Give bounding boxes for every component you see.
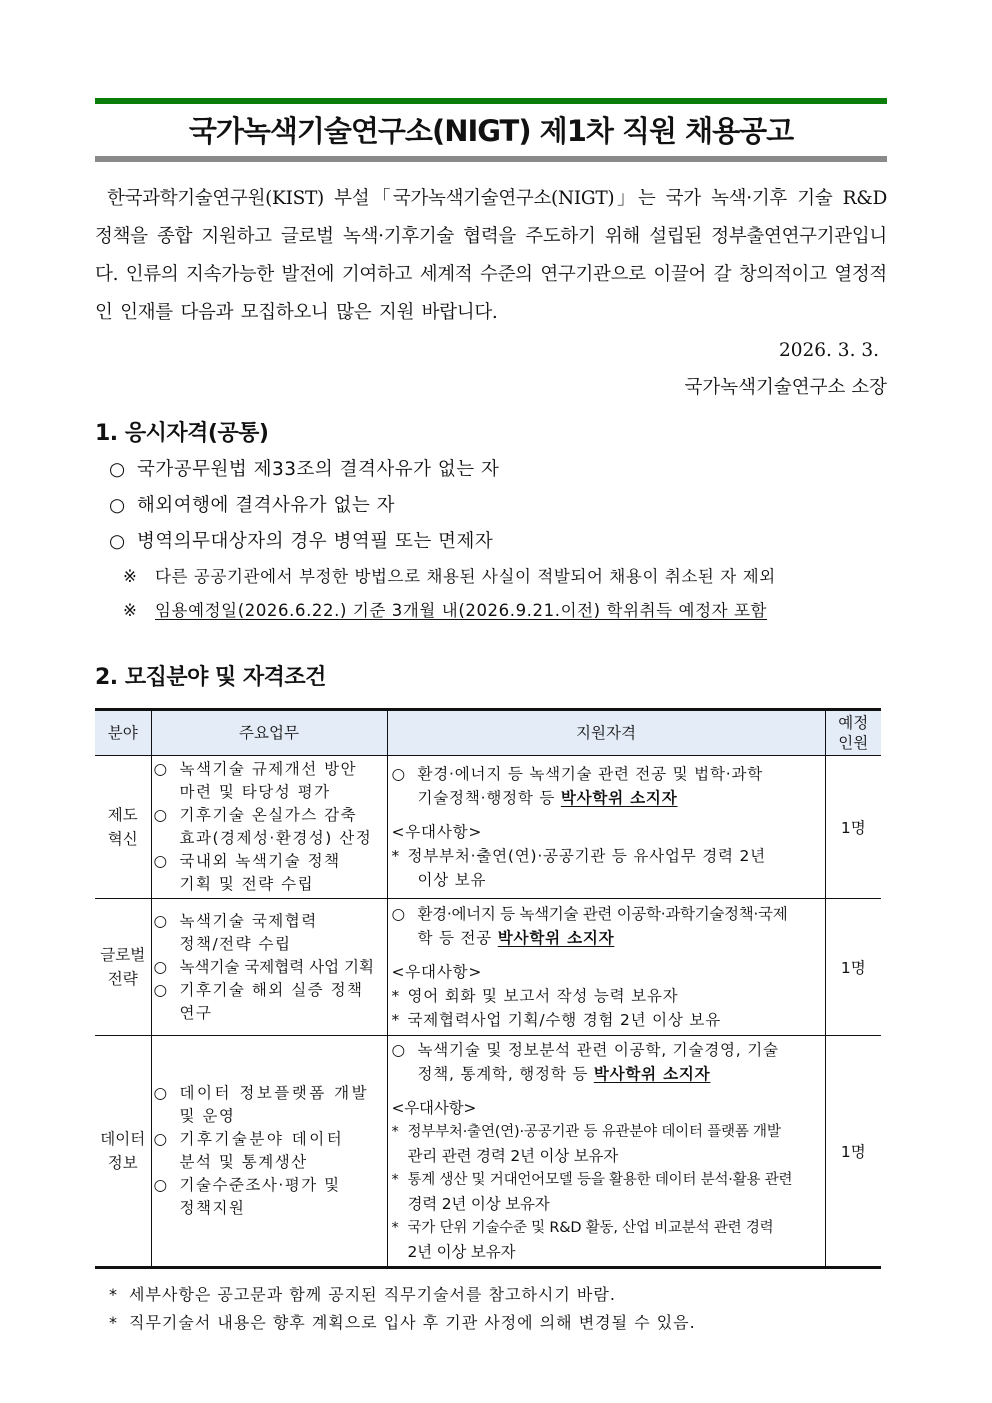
footnote-item: * 직무기술서 내용은 향후 계획으로 입사 후 기관 사정에 의해 변경될 수 있음. [95,1309,887,1337]
circle-bullet-icon: ○ [109,459,126,480]
circle-bullet-icon: ○ [153,806,169,824]
preference-label: <우대사항> [391,823,483,841]
intro-section [95,180,887,332]
asterisk-icon: * [391,1172,399,1188]
circle-bullet-icon: ○ [391,765,406,783]
field-cell: 제도 혁신 [95,756,151,899]
table-row [95,899,881,1036]
signature: 국가녹색기술연구소 소장 [684,377,887,398]
circle-bullet-icon: ○ [153,1130,170,1148]
circle-bullet-icon: ○ [109,495,126,516]
qualification-item: ○ 해외여행에 결격사유가 없는 자 [95,488,887,524]
table-row [95,1036,881,1268]
asterisk-icon: * [109,1313,118,1332]
circle-bullet-icon: ○ [153,911,169,930]
duty-item: ○ 녹색기술 국제협력 [154,910,385,933]
field-cell: 데이터 정보 [95,1036,151,1268]
page-title: 국가녹색기술연구소(NIGT) 제1차 직원 채용공고 [188,114,794,148]
qualification-item: ○ 병역의무대상자의 경우 병역필 또는 면제자 [95,524,887,560]
duty-item: ○ 녹색기술 규제개선 방안 [154,758,385,781]
duties-cell: ○ 녹색기술 규제개선 방안 마련 및 타당성 평가 ○ 기후기술 온실가스 감축 효과(경제성·환경성) 산정 ○ 국내외 녹색기술 정책 기획 및 전략 수립 [151,756,387,899]
title-bottom-rule [95,156,887,162]
asterisk-icon: * [109,1285,118,1304]
circle-bullet-icon: ○ [153,760,169,778]
notice-date: 2026. 3. 3. [778,340,879,361]
circle-bullet-icon: ○ [391,1041,406,1059]
circle-bullet-icon: ○ [153,980,169,999]
section1-heading: 1. 응시자격(공통) [95,421,269,446]
requirements-cell: ○ 환경·에너지 등 녹색기술 관련 이공학·과학기술정책·국제 학 등 전공 박사학위 소지자 <우대사항> * 영어 회화 및 보고서 작성 능력 보유자 * 국제협력사업 기획/수행 경험 2년 이상 보유 [387,899,825,1036]
circle-bullet-icon: ○ [391,905,405,923]
recruitment-notice [95,98,887,1353]
duty-item: ○ 녹색기술 국제협력 사업 기획 [154,956,385,979]
count-cell: 1명 [825,756,881,899]
note-item: ※ 다른 공공기관에서 부정한 방법으로 채용된 사실이 적발되어 채용이 취소된 자 제외 [95,560,887,594]
header-requirements: 지원자격 [387,710,825,756]
duties-cell: ○ 데이터 정보플랫폼 개발 및 운영 ○ 기후기술분야 데이터 분석 및 통계생산 ○ 기술수준조사·평가 및 정책지원 [151,1036,387,1268]
circle-bullet-icon: ○ [153,852,169,870]
asterisk-icon: * [391,847,401,865]
qualification-item: ○ 국가공무원법 제33조의 결격사유가 없는 자 [95,452,887,488]
duty-item: ○ 국내외 녹색기술 정책 [154,850,385,873]
count-cell: 1명 [825,899,881,1036]
section2-heading: 2. 모집분야 및 자격조건 [95,665,326,690]
preference-label: <우대사항> [391,1099,477,1117]
degree-requirement: 박사학위 소지자 [593,1065,711,1083]
asterisk-icon: * [391,1011,401,1029]
duty-item: ○ 기후기술 온실가스 감축 [154,804,385,827]
reference-mark-icon: ※ [123,601,138,620]
qualification-notes [95,560,887,628]
recruitment-table [95,708,881,1269]
table-row [95,756,881,899]
note-item: ※ 임용예정일(2026.6.22.) 기준 3개월 내(2026.9.21.이전) 학위취득 예정자 포함 [95,594,887,628]
asterisk-icon: * [391,1124,399,1140]
duty-item: ○ 기후기술 해외 실증 정책 [154,979,385,1002]
asterisk-icon: * [391,987,401,1005]
duty-item: ○ 기술수준조사·평가 및 [154,1174,385,1197]
requirements-cell: ○ 환경·에너지 등 녹색기술 관련 전공 및 법학·과학 기술정책·행정학 등 박사학위 소지자 <우대사항> * 정부부처·출연(연)·공공기관 등 유사업무 경력 2년 이상 보유 [387,756,825,899]
reference-mark-icon: ※ [123,567,138,586]
degree-requirement: 박사학위 소지자 [560,789,678,807]
footnotes [95,1281,887,1337]
degree-requirement: 박사학위 소지자 [497,929,615,947]
count-cell: 1명 [825,1036,881,1268]
circle-bullet-icon: ○ [153,1176,169,1194]
circle-bullet-icon: ○ [153,1084,170,1102]
header-field: 분야 [95,710,151,756]
footnote-item: * 세부사항은 공고문과 함께 공지된 직무기술서를 참고하시기 바람. [95,1281,887,1309]
field-cell: 글로벌 전략 [95,899,151,1036]
preference-label: <우대사항> [391,963,483,981]
circle-bullet-icon: ○ [153,957,168,976]
title-top-rule [95,98,887,104]
header-duties: 주요업무 [151,710,387,756]
intro-paragraph: 한국과학기술연구원(KIST) 부설「국가녹색기술연구소(NIGT)」는 국가 녹색·기후 기술 R&D 정책을 종합 지원하고 글로벌 녹색·기후기술 협력을 주도하기 위해 설립된 정부출연연구기관입니다. 인류의 지속가능한 발전에 기여하고 세계적 수준의 연구기관으로 이끌어 갈 창의적이고 열정적인 인재를 다음과 모집하오니 많은 지원 바랍니다. [95,188,887,323]
asterisk-icon: * [391,1220,399,1236]
duties-cell: ○ 녹색기술 국제협력 정책/전략 수립 ○ 녹색기술 국제협력 사업 기획 ○ 기후기술 해외 실증 정책 연구 [151,899,387,1036]
circle-bullet-icon: ○ [109,531,126,552]
qualification-list [95,452,887,560]
header-count: 예정 인원 [825,710,881,756]
requirements-cell: ○ 녹색기술 및 정보분석 관련 이공학, 기술경영, 기술 정책, 통계학, 행정학 등 박사학위 소지자 <우대사항> * 정부부처·출연(연)·공공기관 등 유관분야 데이터 플랫폼 개발 관리 관련 경력 2년 이상 보유자 * 통계 생산 및 거대언어모델 등을 활용한 데이터 분석·활용 관련 경력 2년 이상 보유자 * 국가 단위 기술수준 및 R&D 활동, 산업 비교분석 관련 경력 2년 이상 보유자 [387,1036,825,1268]
duty-item: ○ 기후기술분야 데이터 [154,1128,385,1151]
table-header-row [95,710,881,756]
duty-item: ○ 데이터 정보플랫폼 개발 [154,1082,385,1105]
